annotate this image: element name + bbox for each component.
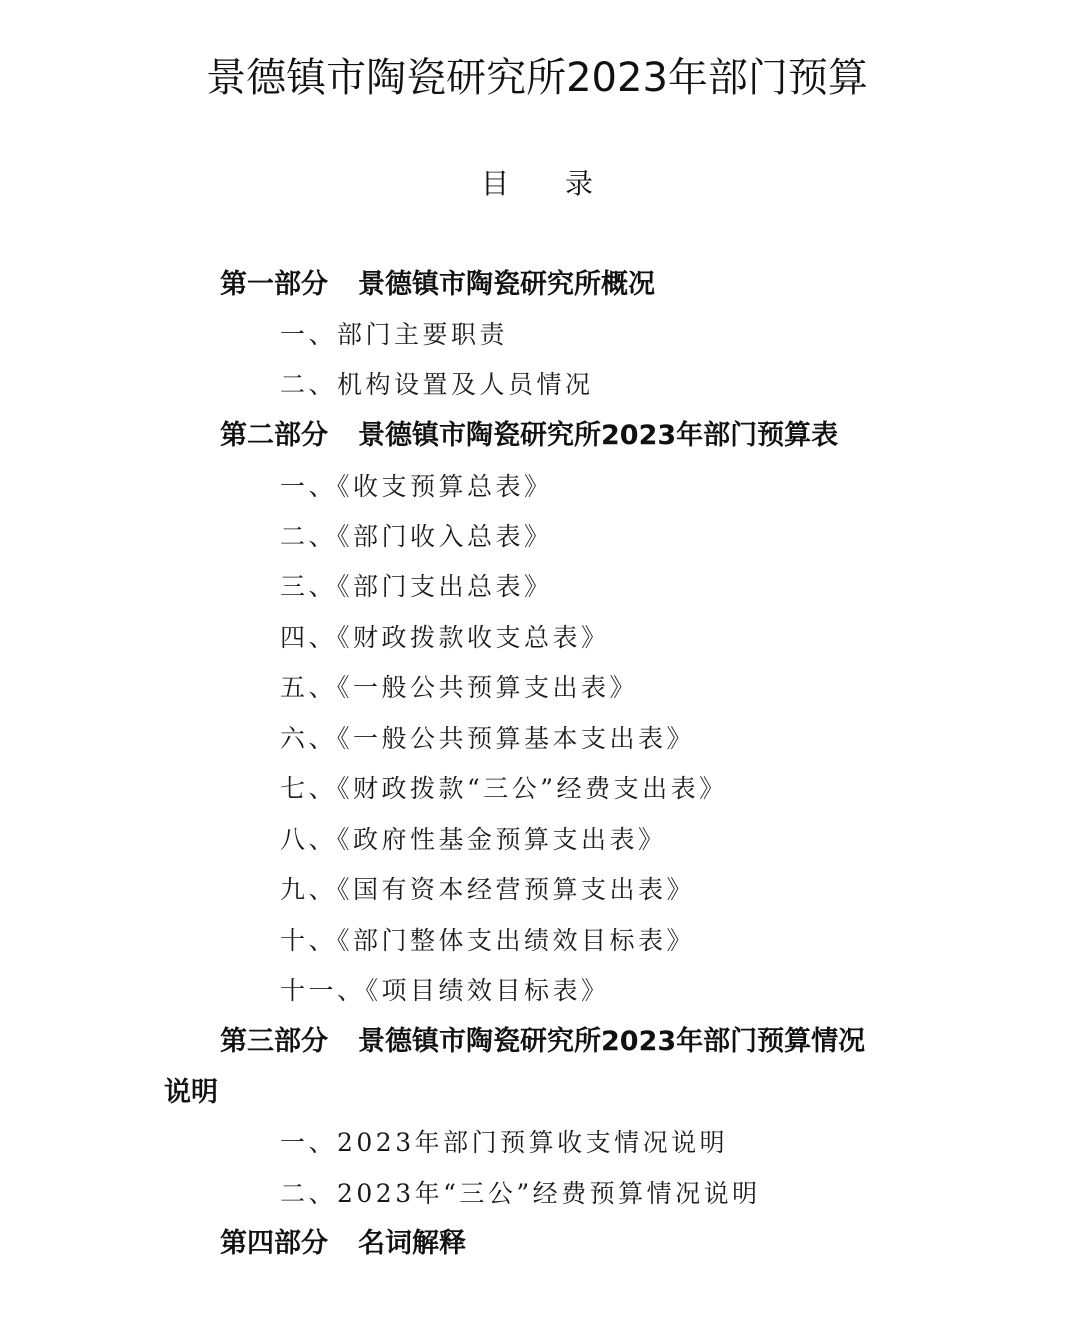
toc-item: 二、2023年“三公”经费预算情况说明 xyxy=(280,1179,761,1208)
toc-part-1-title: 景德镇市陶瓷研究所概况 xyxy=(358,269,655,300)
toc-item: 二、机构设置及人员情况 xyxy=(280,370,594,399)
toc-part-2 xyxy=(220,416,838,456)
toc-item: 四、《财政拨款收支总表》 xyxy=(280,623,610,652)
toc-item: 八、《政府性基金预算支出表》 xyxy=(280,825,667,854)
toc-heading xyxy=(0,162,1074,206)
toc-part-3 xyxy=(220,1022,865,1062)
document-title: 景德镇市陶瓷研究所2023年部门预算 xyxy=(206,55,868,101)
toc-item: 一、2023年部门预算收支情况说明 xyxy=(280,1128,729,1157)
toc-item: 九、《国有资本经营预算支出表》 xyxy=(280,875,696,904)
toc-item: 一、部门主要职责 xyxy=(280,320,509,349)
toc-item: 一、《收支预算总表》 xyxy=(280,472,553,501)
toc-heading-char-2: 录 xyxy=(565,167,594,200)
toc-item: 十一、《项目绩效目标表》 xyxy=(280,976,610,1005)
toc-part-1-label: 第一部分 xyxy=(220,269,328,300)
toc-part-3-label: 第三部分 xyxy=(220,1026,328,1057)
toc-part-4 xyxy=(220,1224,466,1264)
toc-part-3-title-continued: 说明 xyxy=(164,1077,218,1108)
toc-item: 六、《一般公共预算基本支出表》 xyxy=(280,724,696,753)
toc-item: 五、《一般公共预算支出表》 xyxy=(280,673,639,702)
toc-item: 十、《部门整体支出绩效目标表》 xyxy=(280,926,696,955)
toc-part-4-title: 名词解释 xyxy=(358,1228,466,1259)
toc-part-1 xyxy=(220,265,655,305)
toc-heading-char-1: 目 xyxy=(480,167,509,200)
toc-item: 七、《财政拨款“三公”经费支出表》 xyxy=(280,774,728,803)
toc-part-4-label: 第四部分 xyxy=(220,1228,328,1259)
toc-part-3-title: 景德镇市陶瓷研究所2023年部门预算情况 xyxy=(358,1026,866,1057)
toc-item: 三、《部门支出总表》 xyxy=(280,572,553,601)
toc-item: 二、《部门收入总表》 xyxy=(280,522,553,551)
toc-part-2-title: 景德镇市陶瓷研究所2023年部门预算表 xyxy=(358,420,839,451)
toc-part-2-label: 第二部分 xyxy=(220,420,328,451)
